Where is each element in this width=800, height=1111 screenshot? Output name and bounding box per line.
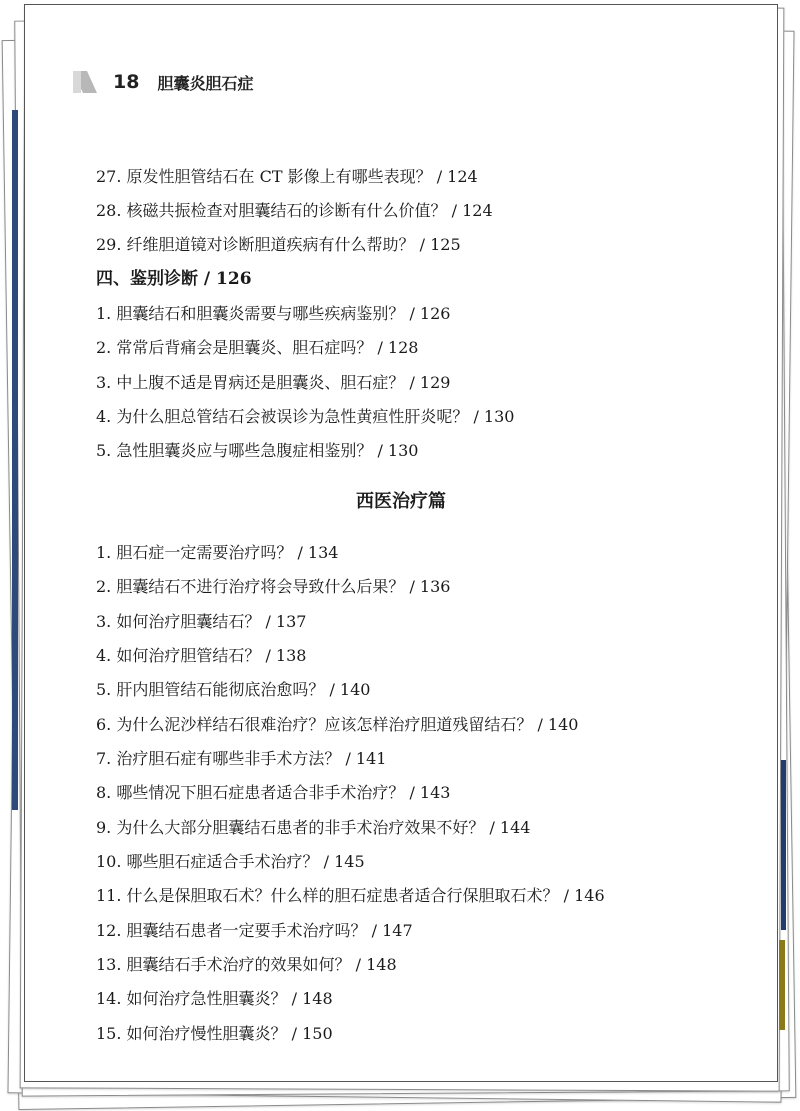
cover-edge-strip (781, 760, 786, 930)
header-corner-icon (73, 71, 97, 93)
toc-entry: 11. 什么是保胆取石术？什么样的胆石症患者适合行保胆取石术？ / 146 (96, 886, 605, 905)
toc-entry: 9. 为什么大部分胆囊结石患者的非手术治疗效果不好？ / 144 (96, 818, 531, 837)
toc-entry: 2. 常常后背痛会是胆囊炎、胆石症吗？ / 128 (96, 338, 419, 357)
toc-entry: 13. 胆囊结石手术治疗的效果如何？ / 148 (96, 955, 397, 974)
part-heading: 西医治疗篇 (356, 491, 446, 512)
section-heading: 四、鉴别诊断 / 126 (96, 269, 252, 289)
cover-edge-strip (12, 110, 18, 810)
toc-entry: 3. 中上腹不适是胃病还是胆囊炎、胆石症？ / 129 (96, 373, 451, 392)
page-header (73, 67, 253, 97)
toc-entry: 5. 肝内胆管结石能彻底治愈吗？ / 140 (96, 680, 371, 699)
toc-entry: 5. 急性胆囊炎应与哪些急腹症相鉴别？ / 130 (96, 441, 419, 460)
toc-entry: 4. 为什么胆总管结石会被误诊为急性黄疸性肝炎呢？ / 130 (96, 407, 515, 426)
toc-entry: 4. 如何治疗胆管结石？ / 138 (96, 646, 307, 665)
book-title: 胆囊炎胆石症 (157, 73, 254, 93)
toc-entry: 10. 哪些胆石症适合手术治疗？ / 145 (96, 852, 365, 871)
toc-entry: 3. 如何治疗胆囊结石？ / 137 (96, 612, 307, 631)
toc-entry: 12. 胆囊结石患者一定要手术治疗吗？ / 147 (96, 921, 413, 940)
toc-entry: 28. 核磁共振检查对胆囊结石的诊断有什么价值？ / 124 (96, 201, 493, 220)
toc-entry: 1. 胆石症一定需要治疗吗？ / 134 (96, 543, 339, 562)
toc-entry: 14. 如何治疗急性胆囊炎？ / 148 (96, 989, 333, 1008)
document-page (24, 4, 778, 1082)
page-number: 18 (113, 71, 140, 93)
toc-entry: 29. 纤维胆道镜对诊断胆道疾病有什么帮助？ / 125 (96, 235, 461, 254)
toc-entry: 2. 胆囊结石不进行治疗将会导致什么后果？ / 136 (96, 577, 451, 596)
toc-entry: 1. 胆囊结石和胆囊炎需要与哪些疾病鉴别？ / 126 (96, 304, 451, 323)
toc-entry: 7. 治疗胆石症有哪些非手术方法？ / 141 (96, 749, 387, 768)
cover-edge-strip (779, 940, 785, 1030)
toc-entry: 6. 为什么泥沙样结石很难治疗？应该怎样治疗胆道残留结石？ / 140 (96, 715, 579, 734)
toc-entry: 15. 如何治疗慢性胆囊炎？ / 150 (96, 1024, 333, 1043)
toc-entry: 8. 哪些情况下胆石症患者适合非手术治疗？ / 143 (96, 783, 451, 802)
toc-entry: 27. 原发性胆管结石在 CT 影像上有哪些表现？ / 124 (96, 167, 478, 186)
